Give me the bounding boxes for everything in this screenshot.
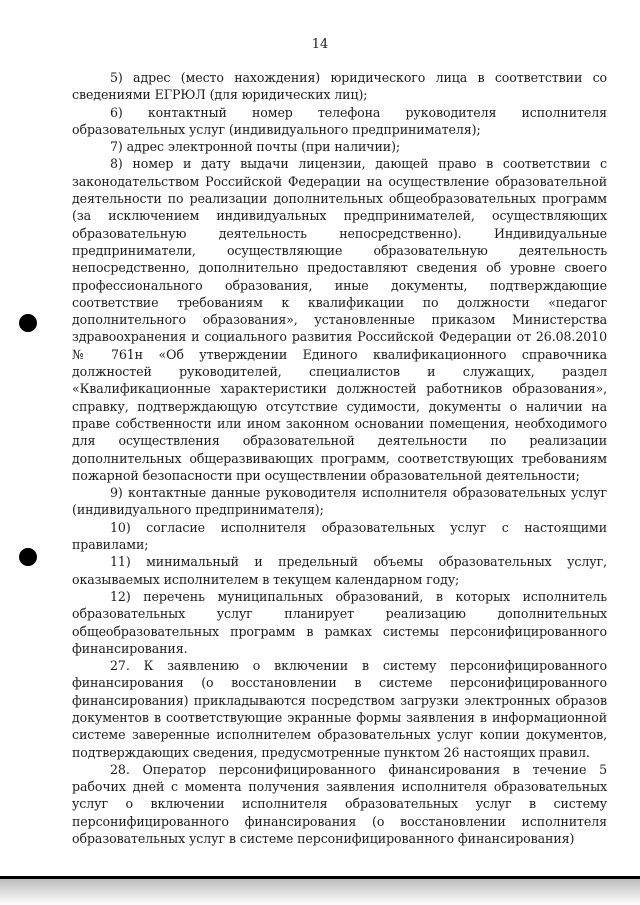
- paragraph-item-12: 12) перечень муниципальных образований, в которых исполнитель образовательных услуг планирует реализацию дополнительных общеобразовательных программ в рамках системы персонифицированного финансирования.: [72, 588, 607, 656]
- punch-hole-top: [19, 314, 37, 332]
- punch-hole-bottom: [19, 548, 37, 566]
- paragraph-clause-27: 27. К заявлению о включении в систему персонифицированного финансирования (о восстановлении в системе персонифицированного финансирования) прикладываются посредством загрузки электронных образов документов в соответствующие экранные формы заявления в информационной системе заверенные исполнителем образовательных услуг копии документов, подтверждающих сведения, предусмотренные пунктом 26 настоящих правил.: [72, 658, 607, 760]
- paragraph-item-7: 7) адрес электронной почты (при наличии);: [110, 139, 401, 155]
- scan-bottom-shadow: [0, 879, 640, 905]
- paragraph-item-6: 6) контактный номер телефона руководителя исполнителя образовательных услуг (индивидуального предпринимателя);: [72, 104, 607, 137]
- paragraph-item-5: 5) адрес (место нахождения) юридического лица в соответствии со сведениями ЕГРЮЛ (для юридических лиц);: [72, 70, 607, 103]
- page-number: 14: [311, 37, 329, 52]
- paragraph-clause-28: 28. Оператор персонифицированного финансирования в течение 5 рабочих дней с момента получения заявления исполнителя образовательных услуг о включении исполнителя образовательных услуг в систему персонифицированного финансирования (о восстановлении исполнителя образовательных услуг в системе персонифицированного финансирования): [72, 761, 607, 847]
- paragraph-item-8: 8) номер и дату выдачи лицензии, дающей право в соответствии с законодательством Российской Федерации на осуществление образовательной деятельности по реализации дополнительных общеобразовательных программ (за исключением индивидуальных предпринимателей, осуществляющих образовательную деятельность непосредственно). Индивидуальные предприниматели, осуществляющие образовательную деятельность непосредственно, дополнительно предоставляют сведения об уровне своего профессионального образования, иные документы, подтверждающие соответствие требованиям к квалификации по должности «педагог дополнительного образования», установленные приказом Министерства здравоохранения и социального развития Российской Федерации от 26.08.2010 № 761н «Об утверждении Единого квалификационного справочника должностей руководителей, специалистов и служащих, раздел «Квалификационные характеристики должностей работников образования», справку, подтверждающую отсутствие судимости, документы о наличии на праве собственности или ином законном основании помещения, необходимого для осуществления образовательной деятельности по реализации дополнительных общеразвивающих программ, соответствующих требованиям пожарной безопасности при осуществлении образовательной деятельности;: [72, 156, 607, 483]
- paragraph-item-10: 10) согласие исполнителя образовательных услуг с настоящими правилами;: [72, 519, 607, 553]
- paragraph-item-11: 11) минимальный и предельный объемы образовательных услуг, оказываемых исполнителем в текущем календарном году;: [72, 554, 607, 587]
- document-body: [72, 69, 607, 847]
- paragraph-item-9: 9) контактные данные руководителя исполнителя образовательных услуг (индивидуального предпринимателя);: [72, 485, 607, 518]
